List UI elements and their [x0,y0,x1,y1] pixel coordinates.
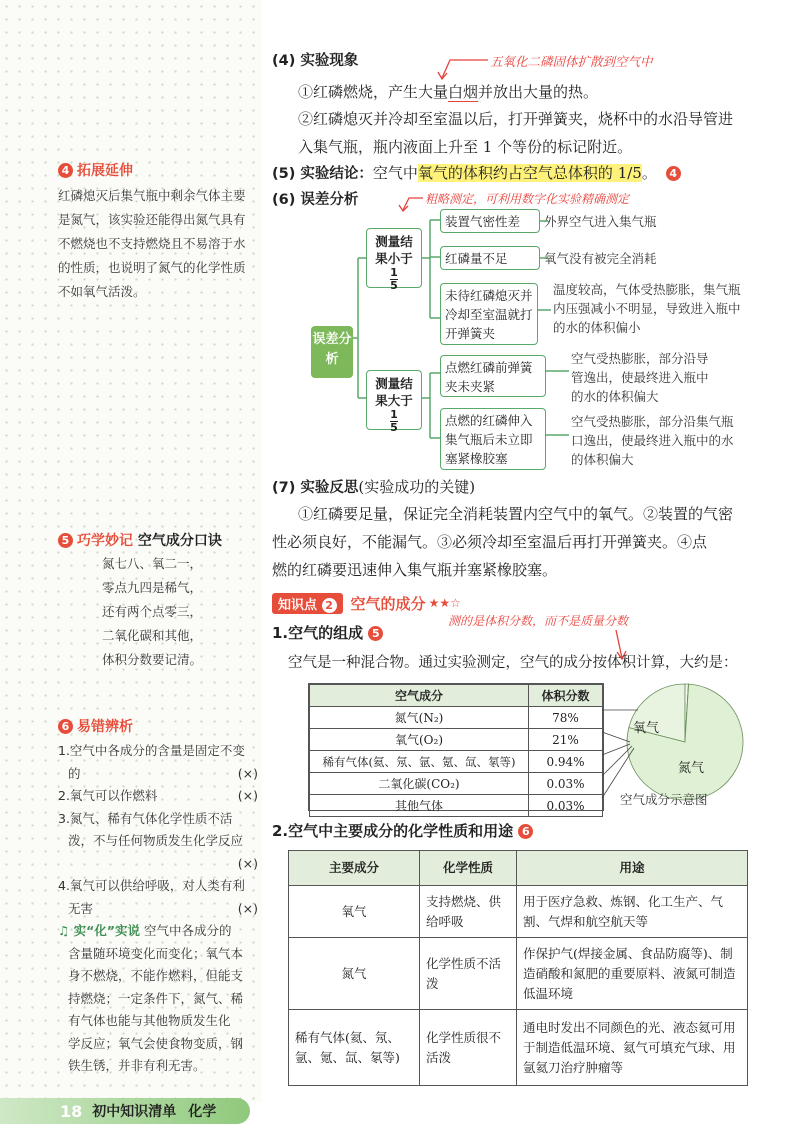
item-line: 无害 [68,900,94,916]
table-header [289,851,748,886]
tip-line: 的性质，也说明了氮气的化学性质 [58,260,246,275]
fact-line: 铁生锈，并非有利无害。 [68,1058,206,1073]
result-small-node [366,228,422,292]
table-row [310,729,603,751]
column-header: 化学性质 [420,851,517,886]
page-number: 18 [60,1101,83,1121]
fact-line: 空气中各成分的 [143,923,232,938]
cell-property: 化学性质很不活泼 [420,1010,517,1086]
difficulty-stars: ★★☆ [428,596,461,610]
column-header: 用途 [517,851,748,886]
table-row [289,938,748,1010]
cell-property: 支持燃烧、供给呼吸 [420,886,517,938]
fact-line: 学反应；氧气会使食物变质，钢 [68,1035,244,1051]
text-span: ①红磷燃烧，产生大量 [298,83,449,101]
table-row [310,751,603,773]
handwritten-annotation: 五氧化二磷固体扩散到空气中 [490,54,653,69]
kp-tag [272,593,343,614]
cell-use: 用于医疗急救、炼钢、化工生产、气割、气焊和航空航天等 [517,886,748,938]
handwritten-annotation: 粗略测定，可利用数字化实验精确测定 [425,192,630,206]
observation-line: 入集气瓶，瓶内液面上升至 1 个等份的标记附近。 [298,138,633,156]
cell-component: 氧气(O₂) [310,729,529,751]
fact-line: 有气体也能与其他物质发生化 [68,1013,231,1028]
cause-node: 点燃红磷前弹簧夹未夹紧 [440,355,546,397]
observation-line: ②红磷熄灭并冷却至室温以后，打开弹簧夹，烧杯中的水沿导管进 [298,110,734,128]
kp-title: 空气的成分 [350,594,426,613]
footer [60,1099,216,1123]
pie-leader-line [602,744,630,755]
effect-text: 氧气没有被完全消耗 [544,251,657,266]
connector [545,366,569,376]
judgement-mark: (×) [237,900,258,916]
item-line: 1.空气中各成分的含量是固定不变 [58,743,245,758]
misconception-item [58,740,258,785]
reflection-line: ①红磷要足量，保证完全消耗装置内空气中的氧气。②装置的气密 [298,505,734,523]
cause-node: 点燃的红磷伸入集气瓶后未立即塞紧橡胶塞 [440,408,546,470]
reflection-line: 燃的红磷要迅速伸入集气瓶并塞紧橡胶塞。 [272,561,558,579]
text-span: 并放出大量的热。 [478,83,599,101]
text-span: 。 [641,164,657,182]
kp-label: 知识点 [278,597,318,613]
effect-text: 温度较高，气体受热膨胀，集气瓶内压强减小不明显，导致进入瓶中的水的体积偏小 [553,282,741,335]
knowledge-point-header [272,592,461,614]
highlighted-conclusion: 氧气的体积约占空气总体积的 1/5 [417,164,642,182]
fact-line: 持燃烧；一定条件下，氮气、稀 [68,990,244,1006]
cell-substance: 氧气 [289,886,420,938]
cell-substance: 稀有气体(氦、氖、氩、氪、氙、氡等) [289,1010,420,1086]
mnemonic-line: 二氧化碳和其他， [102,628,203,643]
item-line: 泼，不与任何物质发生化学反应 [68,833,244,848]
item-line: 的 [68,765,81,781]
section-heading: (7) 实验反思 [272,480,359,496]
annotation-arrow [430,50,490,80]
cell-use: 通电时发出不同颜色的光、液态氦可用于制造低温环境、氦气可填充气球、用氩氦刀治疗肿瘤等 [517,1010,748,1086]
item-line: 2.氧气可以作燃料 [58,788,158,803]
table-row [289,1010,748,1086]
misconception-item [58,875,258,920]
composition-table [309,684,603,817]
table-row [310,707,603,729]
heading-text: 1.空气的组成 [272,624,364,642]
subject: 化学 [188,1104,217,1120]
tip-mnemonic [58,530,258,672]
reflection-line: 性必须良好，不能漏气。③必须冷却至室温后再打开弹簧夹。④点 [272,533,708,551]
cause-node: 红磷量不足 [440,246,540,270]
fact-note [58,920,258,1078]
table-header [310,685,603,707]
tip-badge: 5 [58,533,73,548]
cell-component: 其他气体 [310,795,529,817]
heading-note: (实验成功的关键) [358,478,476,496]
connector [539,216,547,226]
tip-line: 红磷熄灭后集气瓶中剩余气体主要 [58,188,246,203]
underlined-term: 白烟 [448,83,479,101]
tip-title: 拓展延伸 [77,163,133,179]
misconception-item [58,785,258,808]
cell-component: 二氧化碳(CO₂) [310,773,529,795]
observation-line [298,77,598,107]
cell-fraction: 0.94% [529,751,603,773]
cell-fraction: 0.03% [529,773,603,795]
column-header: 主要成分 [289,851,420,886]
table-row [289,886,748,938]
node-label: 测量结果大于 [375,376,413,408]
text-span: 空气中 [372,164,418,182]
pie-label-nitrogen: 氮气 [678,761,705,776]
cause-node: 未待红磷熄灭并冷却至室温就打开弹簧夹 [440,283,538,345]
mnemonic-line: 零点九四是稀气， [102,580,203,595]
frac-num: 1 [390,408,398,421]
cell-fraction: 21% [529,729,603,751]
error-analysis-root: 误差分析 [311,326,353,378]
pie-leader-line [602,732,630,742]
tip-badge: 4 [58,163,73,178]
connector [537,305,551,315]
tip-subtitle: 空气成分口诀 [137,533,222,549]
section-heading: (4) 实验现象 [272,53,359,69]
fact-icon: ♫ [58,923,74,938]
ref-badge: 6 [518,824,533,839]
composition-intro: 空气是一种混合物。通过实验测定，空气的成分按体积计算，大约是： [288,655,738,671]
tip-badge: 6 [58,719,73,734]
subsection-heading [272,622,387,643]
cell-component: 氮气(N₂) [310,707,529,729]
ref-badge: 4 [666,166,681,181]
fact-line: 含量随环境变化而变化；氧气本 [68,945,244,961]
pie-caption: 空气成分示意图 [620,792,708,807]
section-heading: (6) 误差分析 [272,192,359,208]
column-header: 体积分数 [529,685,603,707]
effect-text: 空气受热膨胀，部分沿集气瓶口逸出，使最终进入瓶中的水的体积偏大 [571,414,734,467]
judgement-mark: (×) [237,788,258,803]
cell-fraction: 0.03% [529,795,603,817]
table-row [310,795,603,817]
connector [545,430,569,440]
handwritten-annotation: 测的是体积分数，而不是质量分数 [448,614,629,628]
cause-node: 装置气密性差 [440,209,540,233]
judgement-mark: (×) [237,855,258,871]
frac-den: 5 [390,279,398,292]
result-large-node [366,370,422,434]
tip-line: 是氮气，该实验还能得出氮气具有 [58,212,246,227]
properties-table [288,850,748,1086]
section-heading: (5) 实验结论： [272,166,373,182]
judgement-mark: (×) [237,765,258,781]
tip-misconceptions [58,716,258,1078]
tip-line: 不如氧气活泼。 [58,284,146,299]
subsection-heading [272,820,537,841]
table-row [310,773,603,795]
item-line: 3.氮气、稀有气体化学性质不活 [58,810,233,826]
effect-text: 外界空气进入集气瓶 [544,214,657,229]
tip-line: 不燃烧也不支持燃烧且不易溶于水 [58,236,246,251]
column-header: 空气成分 [310,685,529,707]
pie-leader-line [602,746,632,776]
kp-number: 2 [322,598,337,613]
frac-num: 1 [390,266,398,279]
node-label: 测量结果小于 [375,234,413,266]
cell-use: 作保护气(焊接金属、食品防腐等)、制造硝酸和氮肥的重要原料、液氮可制造低温环境 [517,938,748,1010]
misconception-item [58,808,258,876]
cell-substance: 氮气 [289,938,420,1010]
cell-component: 稀有气体(氦、氖、氩、氪、氙、氡等) [310,751,529,773]
cell-fraction: 78% [529,707,603,729]
frac-den: 5 [390,421,398,434]
effect-text: 空气受热膨胀，部分沿导管逸出，使最终进入瓶中的水的体积偏大 [571,351,709,404]
composition-table-frame [308,683,604,811]
item-line: 4.氧气可以供给呼吸，对人类有利 [58,878,245,893]
mnemonic-line: 还有两个点零三， [102,604,203,619]
pie-label-oxygen: 氧气 [633,721,660,736]
cell-property: 化学性质不活泼 [420,938,517,1010]
fact-label: 实“化”实说 [73,923,140,938]
mnemonic-line: 体积分数要记清。 [102,652,203,667]
tip-title: 巧学妙记 [77,533,133,549]
mnemonic-line: 氮七八、氧二一， [102,556,203,571]
ref-badge: 5 [368,626,383,641]
book-title: 初中知识清单 [92,1104,177,1120]
fact-line: 身不燃烧，不能作燃料，但能支 [68,968,244,983]
heading-text: 2.空气中主要成分的化学性质和用途 [272,822,514,840]
tip-title: 易错辨析 [77,719,133,735]
tip-extension [58,160,258,304]
